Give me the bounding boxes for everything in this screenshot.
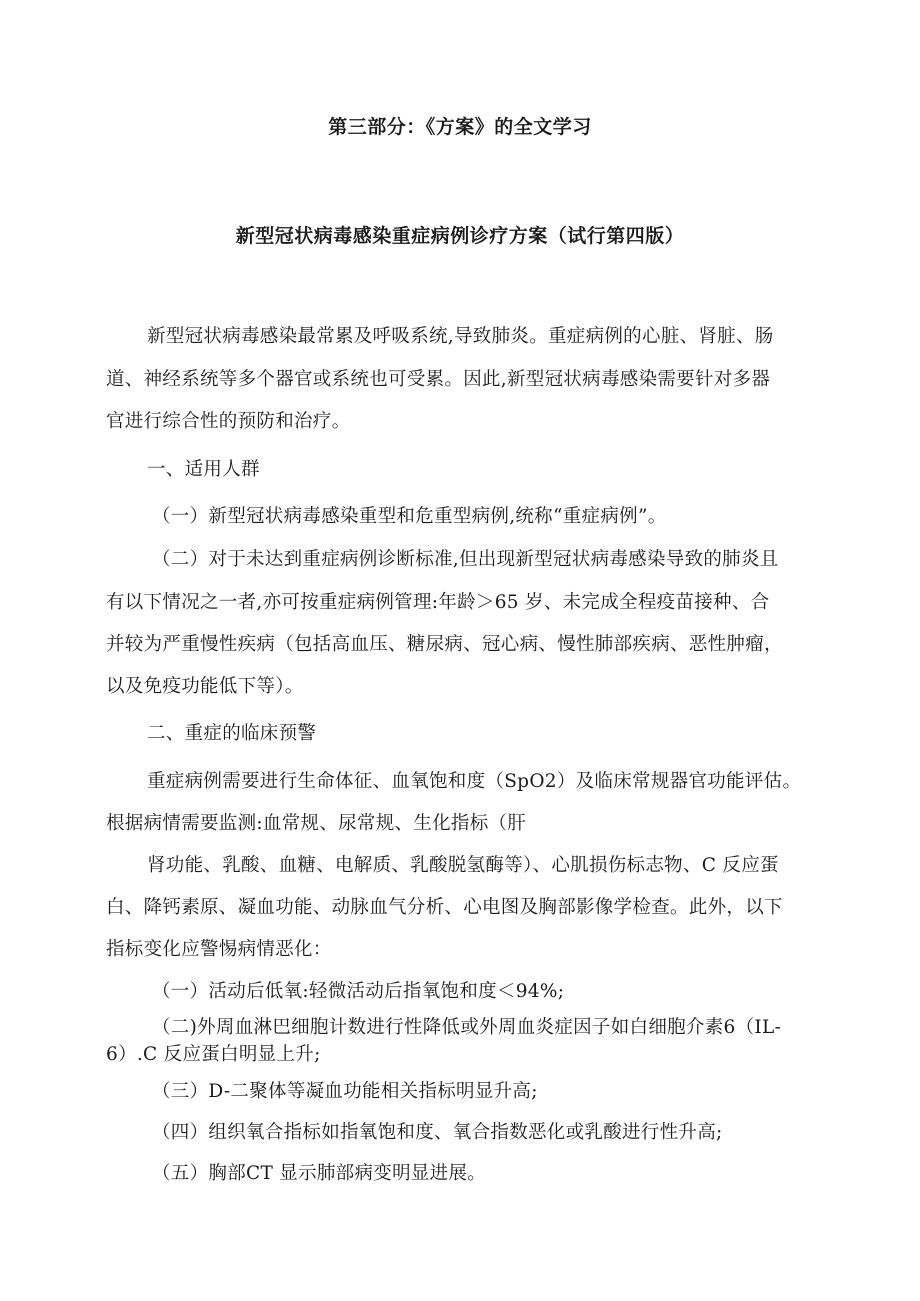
- warning-item-2-line-2: 6）.C 反应蛋白明显上升;: [106, 1044, 321, 1065]
- section-1-item-2-line-2: 有以下情况之一者,亦可按重症病例管理:年龄＞65 岁、未完成全程疫苗接种、合: [106, 592, 770, 613]
- warning-item-5: （五）胸部CT 显示肺部病变明显进展。: [152, 1163, 487, 1184]
- section-1-item-2-line-1: （二）对于未达到重症病例诊断标准,但出现新型冠状病毒感染导致的肺炎且: [152, 549, 779, 570]
- section-2-para-2-line-1: 肾功能、乳酸、血糖、电解质、乳酸脱氢酶等）、心肌损伤标志物、C 反应蛋: [147, 855, 779, 876]
- warning-item-2-line-1: （二)外周血淋巴细胞计数进行性降低或外周血炎症因子如白细胞介素6（IL-: [152, 1017, 782, 1038]
- section-1-heading: 一、适用人群: [147, 459, 260, 480]
- warning-item-3: （三）D-二聚体等凝血功能相关指标明显升高;: [152, 1081, 538, 1102]
- section-2-para-1-line-1: 重症病例需要进行生命体征、血氧饱和度（SpO2）及临床常规器官功能评估。: [147, 771, 802, 792]
- section-1-item-1: （一）新型冠状病毒感染重型和危重型病例,统称“重症病例”。: [152, 506, 667, 527]
- intro-line-3: 官进行综合性的预防和治疗。: [106, 411, 351, 432]
- warning-item-4: （四）组织氧合指标如指氧饱和度、氧合指数恶化或乳酸进行性升高;: [152, 1122, 723, 1143]
- intro-line-2: 道、神经系统等多个器官或系统也可受累。因此,新型冠状病毒感染需要针对多器: [106, 369, 771, 390]
- document-title: 新型冠状病毒感染重症病例诊疗方案（试行第四版）: [235, 225, 685, 247]
- section-2-para-2-line-3: 指标变化应警惕病情恶化：: [106, 939, 332, 960]
- section-1-item-2-line-4: 以及免疫功能低下等）。: [106, 676, 304, 697]
- section-2-para-2-line-2: 白、降钙素原、凝血功能、动脉血气分析、心电图及胸部影像学检查。此外，以下: [106, 897, 783, 918]
- intro-line-1: 新型冠状病毒感染最常累及呼吸系统,导致肺炎。重症病例的心脏、肾脏、肠: [147, 326, 774, 347]
- warning-item-1: （一）活动后低氧:轻微活动后指氧饱和度＜94%;: [152, 981, 565, 1002]
- section-2-heading: 二、重症的临床预警: [147, 723, 317, 744]
- section-title: 第三部分：《方案》的全文学习: [328, 116, 592, 138]
- section-2-para-1-line-2: 根据病情需要监测:血常规、尿常规、生化指标（肝: [106, 813, 527, 834]
- section-1-item-2-line-3: 并较为严重慢性疾病（包括高血压、糖尿病、冠心病、慢性肺部疾病、恶性肿瘤，: [106, 634, 783, 655]
